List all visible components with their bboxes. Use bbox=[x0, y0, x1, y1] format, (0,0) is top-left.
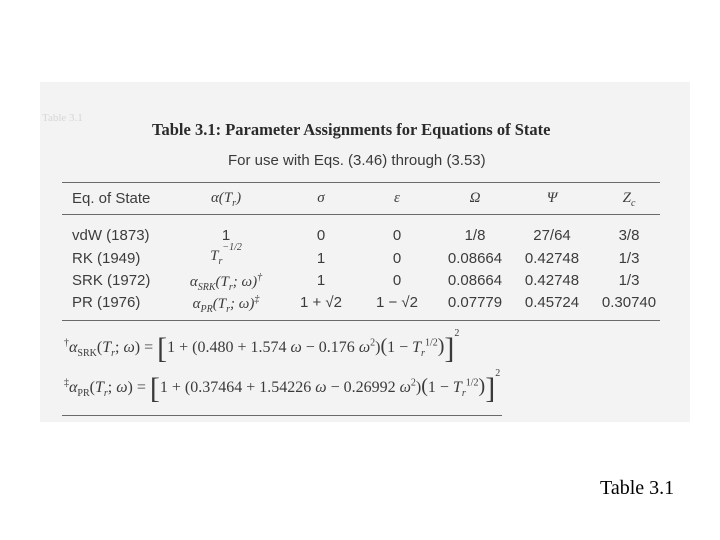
row-srk-eos: SRK (1972) bbox=[72, 272, 151, 289]
row-vdw-psi: 27/64 bbox=[533, 227, 571, 244]
header-eos: Eq. of State bbox=[72, 190, 151, 207]
row-vdw-epsilon: 0 bbox=[392, 227, 402, 244]
row-vdw-sigma: 0 bbox=[316, 227, 326, 244]
header-alpha: $\alpha(T_r)$ bbox=[210, 190, 242, 209]
row-vdw-omega: 1/8 bbox=[464, 227, 486, 244]
header-epsilon: ε bbox=[394, 190, 400, 206]
row-pr-epsilon: 1 − √2 bbox=[375, 294, 419, 311]
header-rule bbox=[62, 214, 660, 215]
row-rk-alpha: $T_r^{-1/2}$ bbox=[210, 242, 242, 267]
row-pr-eos: PR (1976) bbox=[72, 294, 141, 311]
row-srk-alpha: $\alpha_{SRK}(T_r$; ω)† bbox=[189, 272, 263, 293]
table-subtitle: For use with Eqs. (3.46) through (3.53) bbox=[228, 152, 486, 169]
row-rk-zc: 1/3 bbox=[618, 250, 640, 267]
footnote-pr: $^\ddagger\alpha_{PR}(T_r$; ω) = [1 + (0.37464 + 1.54226 ω − 0.26992 $\omega^2)(1 - T_r^{1/2})]^2$ bbox=[64, 367, 501, 405]
row-pr-zc: 0.30740 bbox=[601, 294, 657, 311]
row-rk-psi: 0.42748 bbox=[524, 250, 580, 267]
row-pr-sigma: 1 + √2 bbox=[299, 294, 343, 311]
row-rk-sigma: 1 bbox=[316, 250, 326, 267]
table-title: Table 3.1: Parameter Assignments for Equations of State bbox=[152, 120, 551, 139]
row-rk-eos: RK (1949) bbox=[72, 250, 141, 267]
row-rk-omega: 0.08664 bbox=[447, 250, 503, 267]
slide-caption: Table 3.1 bbox=[600, 477, 675, 499]
top-rule bbox=[62, 182, 660, 183]
row-pr-alpha: $\alpha_{PR}(T_r$; ω)‡ bbox=[192, 294, 260, 315]
body-rule bbox=[62, 320, 660, 321]
row-srk-psi: 0.42748 bbox=[524, 272, 580, 289]
header-sigma: σ bbox=[317, 190, 325, 206]
row-pr-psi: 0.45724 bbox=[524, 294, 580, 311]
header-psi: Ψ bbox=[546, 190, 558, 206]
footnote-rule bbox=[62, 415, 502, 416]
row-rk-epsilon: 0 bbox=[392, 250, 402, 267]
row-srk-zc: 1/3 bbox=[618, 272, 640, 289]
row-srk-epsilon: 0 bbox=[392, 272, 402, 289]
scanned-table-image bbox=[40, 82, 690, 422]
row-vdw-eos: vdW (1873) bbox=[72, 227, 150, 244]
row-pr-omega: 0.07779 bbox=[447, 294, 503, 311]
header-zc: $Z_c$ bbox=[622, 190, 636, 209]
row-srk-sigma: 1 bbox=[316, 272, 326, 289]
header-omega: Ω bbox=[469, 190, 481, 206]
row-vdw-zc: 3/8 bbox=[618, 227, 640, 244]
row-vdw-alpha: 1 bbox=[221, 227, 231, 244]
row-srk-omega: 0.08664 bbox=[447, 272, 503, 289]
footnote-srk: $^\dagger\alpha_{SRK}(T_r$; ω) = [1 + (0.480 + 1.574 ω − 0.176 $\omega^2)(1 - T_r^{1/2})]^2$ bbox=[64, 327, 460, 365]
bleed-through-text: Table 3.1 bbox=[42, 112, 83, 124]
